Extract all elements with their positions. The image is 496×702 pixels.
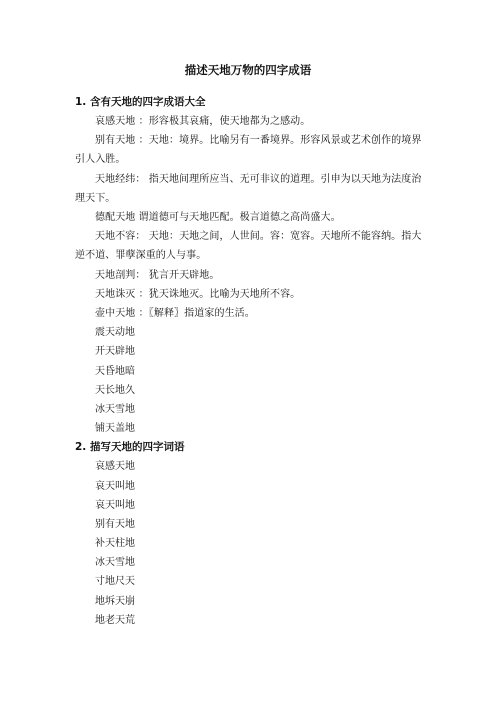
word-item: 地坼天崩 (95, 595, 135, 607)
page-title: 描述天地万物的四字成语 (184, 63, 312, 77)
paragraph: 天地剖判： 犹言开天辟地。 (95, 269, 220, 281)
word-item: 寸地尺天 (95, 576, 135, 588)
paragraph: 天地不容： 天地：天地之间，人世间。容：宽容。天地所不能容纳。指大逆不道、罪孽深重的人与事。 (75, 231, 422, 262)
paragraph: 天地经纬： 指天地间理所应当、无可非议的道理。引申为以天地为法度治理天下。 (75, 173, 422, 204)
idiom-item: 冰天雪地 (95, 403, 135, 415)
paragraph: 壶中天地 ：〖解释〗指道家的生活。 (95, 308, 255, 320)
document-body (75, 93, 427, 630)
section-heading-2: 2. 描写天地的四字词语 (75, 441, 185, 454)
idiom-item: 天长地久 (95, 384, 135, 396)
section-heading-1: 1. 含有天地的四字成语大全 (75, 96, 206, 108)
word-item: 地老天荒 (95, 614, 135, 626)
word-item: 补天柱地 (95, 538, 135, 550)
paragraph: 天地诛灭 ：犹天诛地灭。比喻为天地所不容。 (95, 288, 301, 300)
word-item: 冰天雪地 (95, 557, 135, 569)
paragraph: 别有天地 ：天地：境界。比喻另有一番境界。形容风景或艺术创作的境界引人入胜。 (75, 135, 422, 166)
word-item: 哀天叫地 (95, 480, 135, 492)
idiom-item: 开天辟地 (95, 346, 135, 358)
idiom-item: 震天动地 (95, 327, 135, 339)
idiom-item: 天昏地暗 (95, 365, 135, 377)
paragraph: 德配天地 谓道德可与天地匹配。极言道德之高尚盛大。 (95, 212, 341, 224)
idiom-item: 铺天盖地 (95, 423, 135, 435)
word-item: 哀天叫地 (95, 499, 135, 511)
word-item: 别有天地 (95, 518, 135, 530)
paragraph: 哀感天地 ：形容极其哀痛，使天地都为之感动。 (95, 116, 311, 127)
word-item: 哀感天地 (95, 461, 135, 473)
